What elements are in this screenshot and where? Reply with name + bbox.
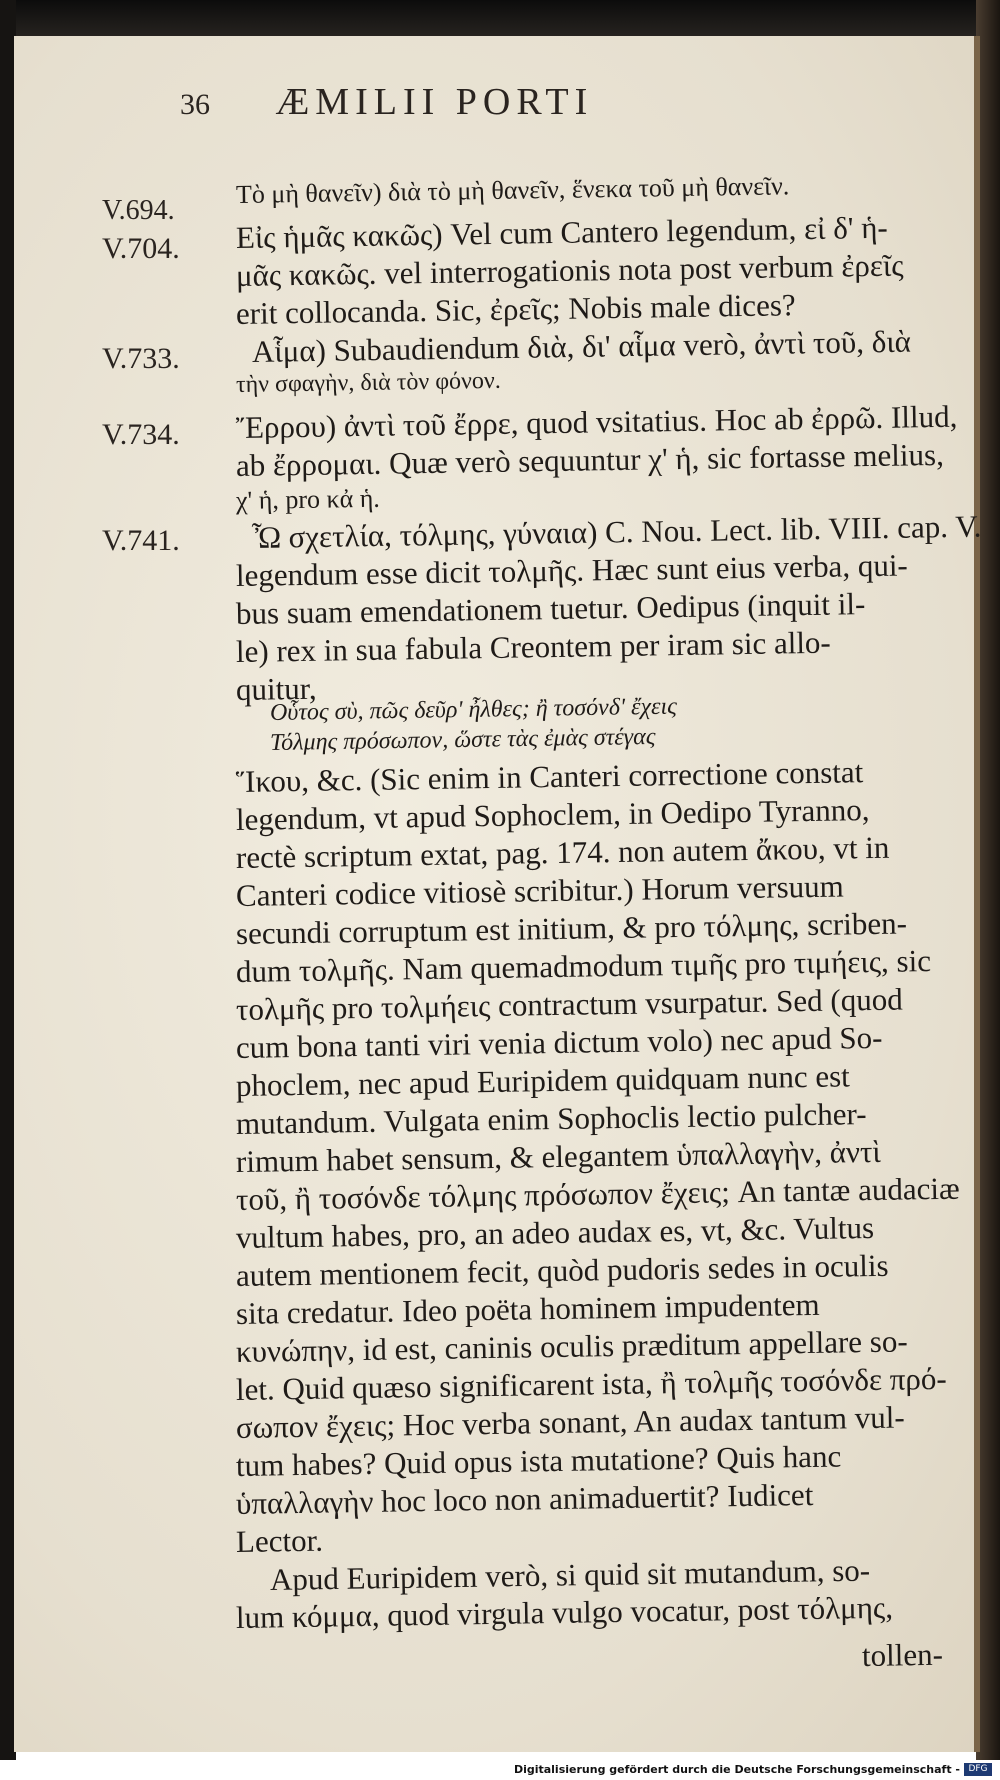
text-line: ab ἔρρομαι. Quæ verò sequuntur χ' ἡ, sic fortasse melius, (235, 436, 945, 483)
margin-verse-741: V.741. (102, 524, 180, 557)
verse-line: Τόλμης πρόσωπον, ὥστε τὰς ἐμὰς στέγας (269, 723, 656, 756)
dfg-logo: DFG (964, 1763, 992, 1776)
text-line: Εἰς ἡμᾶς κακῶς) Vel cum Cantero legendum, εἰ δ' ἡ- (235, 209, 888, 255)
text-line: phoclem, nec apud Euripidem quidquam nunc est (235, 1058, 851, 1103)
verse-line: Οὗτος σὺ, πῶς δεῦρ' ἦλθες; ἢ τοσόνδ' ἔχεις (269, 693, 678, 726)
footer-credit: Digitalisierung gefördert durch die Deutsche Forschungsgemeinschaft - (513, 1763, 960, 1776)
text-line: τοῦ, ἢ τοσόνδε τόλμης πρόσωπον ἔχεις; An tantæ audaciæ (235, 1170, 960, 1217)
page-number: 36 (180, 88, 210, 121)
running-title: ÆMILII PORTI (275, 81, 594, 123)
text-line: μᾶς κακῶς. vel interrogationis nota post verbum ἐρεῖς (235, 247, 904, 293)
text-line: erit collocanda. Sic, ἐρεῖς; Nobis male dices? (235, 287, 796, 331)
text-line: legendum, vt apud Sophoclem, in Oedipo Tyranno, (235, 792, 870, 837)
text-line: rimum habet sensum, & elegantem ὑπαλλαγὴν, ἀντὶ (235, 1133, 881, 1179)
text-line: Τὸ μὴ θανεῖν) διὰ τὸ μὴ θανεῖν, ἕνεκα τοῦ μὴ θανεῖν. (235, 171, 790, 209)
text-line: dum τολμῆς. Nam quemadmodum τιμῆς pro τιμήεις, sic (235, 943, 932, 989)
text-line: ὑπαλλαγὴν hoc loco non animaduertit? Iudicet (235, 1476, 814, 1521)
text-line: mutandum. Vulgata enim Sophoclis lectio pulcher- (235, 1096, 867, 1141)
text-line: Apud Euripidem verò, si quid sit mutandum, so- (269, 1552, 871, 1597)
text-line: quitur, (235, 670, 317, 707)
text-line: rectè scriptum extat, pag. 174. non autem ἄκου, vt in (235, 829, 890, 875)
text-line: cum bona tanti viri venia dictum volo) nec apud So- (235, 1019, 883, 1065)
text-line: sita credatur. Ideo poëta hominem impudentem (235, 1286, 820, 1331)
text-line: Lector. (235, 1522, 324, 1559)
text-line: τολμῆς pro τολμήεις contractum vsurpatur. Sed (quod (235, 981, 903, 1027)
margin-verse-734: V.734. (102, 418, 180, 451)
text-line: Ὦ σχετλία, τόλμης, γύναια) C. Nou. Lect. lib. VIII. cap. V. (251, 508, 982, 555)
text-line: vultum habes, pro, an adeo audax es, vt, &c. Vultus (235, 1209, 875, 1255)
text-line: let. Quid quæso significarent ista, ἢ τολμῆς τοσόνδε πρό- (235, 1360, 947, 1407)
text-line: le) rex in sua fabula Creontem per iram sic allo- (235, 624, 832, 669)
margin-verse-694: V.694. (102, 195, 175, 226)
text-line: κυνώπην, id est, caninis oculis præditum appellare so- (235, 1323, 908, 1369)
text-line: Ἔρρου) ἀντὶ τοῦ ἔρρε, quod vsitatius. Hoc ab ἐρρῶ. Illud, (235, 398, 958, 445)
text-line: autem mentionem fecit, quòd pudoris sedes in oculis (235, 1247, 889, 1293)
text-line: Ἵκου, &c. (Sic enim in Canteri correctione constat (235, 754, 864, 799)
catchword: tollen- (861, 1636, 944, 1673)
text-line: tum habes? Quid opus ista mutatione? Quis hanc (235, 1438, 842, 1483)
margin-verse-704: V.704. (102, 232, 180, 265)
text-line: Canteri codice vitiosè scribitur.) Horum versuum (235, 868, 845, 913)
text-line: secundi corruptum est initium, & pro τόλμης, scriben- (235, 905, 908, 951)
text-line: lum κόμμα, quod virgula vulgo vocatur, post τόλμης, (235, 1589, 894, 1635)
text-line: bus suam emendationem tuetur. Oedipus (inquit il- (235, 586, 866, 631)
digitization-footer (0, 1760, 1000, 1780)
text-line: σωπον ἔχεις; Hoc verba sonant, An audax tantum vul- (235, 1399, 905, 1445)
text-line: legendum esse dicit τολμῆς. Hæc sunt eius verba, qui- (235, 547, 908, 593)
text-line: Αἷμα) Subaudiendum διὰ, δι' αἷμα verò, ἀντὶ τοῦ, διὰ (251, 323, 912, 369)
text-line: χ' ἡ, pro κἀ ἡ. (235, 483, 381, 515)
text-line: τὴν σφαγὴν, διὰ τὸν φόνον. (235, 367, 501, 398)
margin-verse-733: V.733. (102, 342, 180, 375)
page-header (180, 80, 593, 124)
